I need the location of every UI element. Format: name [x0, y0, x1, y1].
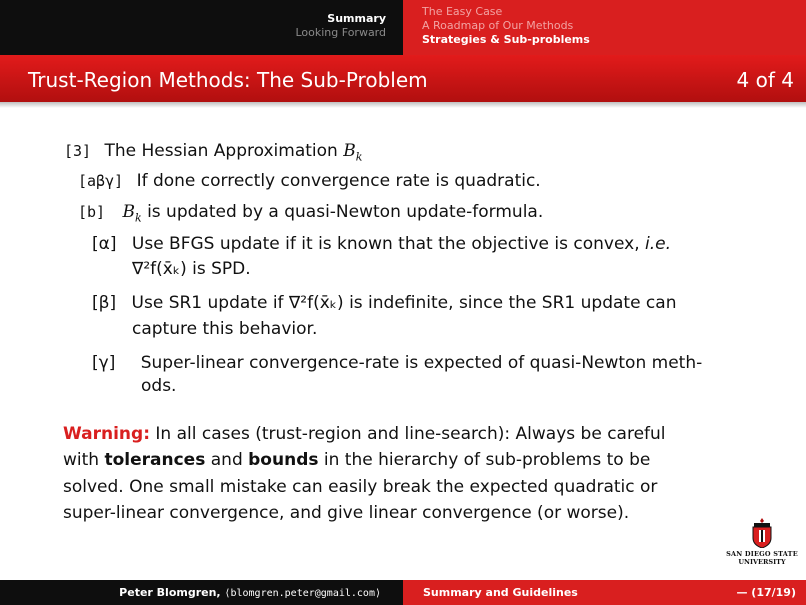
warning-text: super-linear convergence, and give linear convergence (or worse).	[63, 503, 630, 523]
keyword-tolerances: tolerances	[104, 450, 206, 470]
item-ie: i.e.	[645, 234, 672, 254]
item-text: The Hessian Approximation	[104, 141, 344, 161]
footer-section-title: Summary and Guidelines	[423, 586, 578, 599]
item-label: [γ]	[92, 353, 116, 373]
footer	[0, 580, 806, 605]
footer-page-number: — (17/19)	[736, 586, 796, 599]
warning-text: and	[205, 450, 249, 470]
item-beta	[92, 292, 676, 314]
item-text: Super-linear convergence-rate is expected of quasi-Newton meth-	[140, 353, 703, 373]
item-label: [α]	[92, 234, 117, 254]
logo-line-2: UNIVERSITY	[738, 558, 786, 566]
item-abg	[78, 170, 541, 192]
item-alpha-cont	[132, 258, 251, 280]
item-text: Use SR1 update if ∇²f(x̄ₖ) is indefinite, since the SR1 update can	[131, 293, 677, 313]
warning-line-4	[63, 502, 629, 524]
nav-subsection-easy-case[interactable]: The Easy Case	[422, 5, 503, 18]
math-sub-k: k	[135, 211, 142, 225]
keyword-bounds: bounds	[248, 450, 319, 470]
item-text: ods.	[141, 376, 177, 396]
author-email: ⟨blomgren.peter@gmail.com⟩	[224, 588, 381, 599]
warning-text: solved. One small mistake can easily break the expected quadratic or	[63, 477, 658, 497]
warning-line-1	[63, 423, 666, 445]
item-label: [b]	[78, 203, 106, 221]
footer-author-area	[0, 580, 403, 605]
nav-section-looking-forward[interactable]: Looking Forward	[295, 26, 386, 39]
warning-line-3	[63, 476, 657, 498]
footer-section-area	[403, 580, 806, 605]
university-logo	[722, 518, 802, 566]
item-text: ∇²f(x̄ₖ) is SPD.	[132, 259, 251, 279]
item-b	[78, 201, 543, 229]
warning-text: in the hierarchy of sub-problems to be	[318, 450, 651, 470]
item-gamma	[92, 352, 702, 374]
math-B: B	[122, 202, 135, 222]
warning-text: In all cases (trust-region and line-search): Always be careful	[150, 424, 666, 444]
warning-text: with	[63, 450, 105, 470]
item-beta-cont	[132, 318, 317, 340]
item-3	[64, 140, 362, 168]
item-label: [aβγ]	[78, 172, 124, 190]
item-label: [β]	[92, 293, 117, 313]
item-alpha	[92, 233, 671, 255]
item-label: [3]	[64, 142, 92, 160]
logo-line-1: SAN DIEGO STATE	[726, 550, 798, 558]
nav-subsection-roadmap[interactable]: A Roadmap of Our Methods	[422, 19, 574, 32]
frame-title: Trust-Region Methods: The Sub-Problem	[28, 68, 428, 92]
item-text: is updated by a quasi-Newton update-formula.	[141, 202, 544, 222]
item-text: capture this behavior.	[132, 319, 318, 339]
math-sub-k: k	[355, 150, 363, 164]
warning-line-2	[63, 449, 650, 471]
footer-author	[119, 586, 381, 599]
item-text: If done correctly convergence rate is quadratic.	[136, 171, 541, 191]
nav-subsection-strategies[interactable]: Strategies & Sub-problems	[422, 33, 590, 46]
logo-emblem-icon	[751, 518, 773, 548]
item-text: Use BFGS update if it is known that the objective is convex,	[131, 234, 646, 254]
author-name: Peter Blomgren,	[119, 586, 225, 599]
frame-counter: 4 of 4	[736, 68, 794, 92]
item-gamma-cont	[141, 375, 176, 397]
math-B: B	[343, 141, 356, 161]
warning-label: Warning:	[63, 424, 151, 444]
nav-section-summary[interactable]: Summary	[327, 12, 386, 25]
